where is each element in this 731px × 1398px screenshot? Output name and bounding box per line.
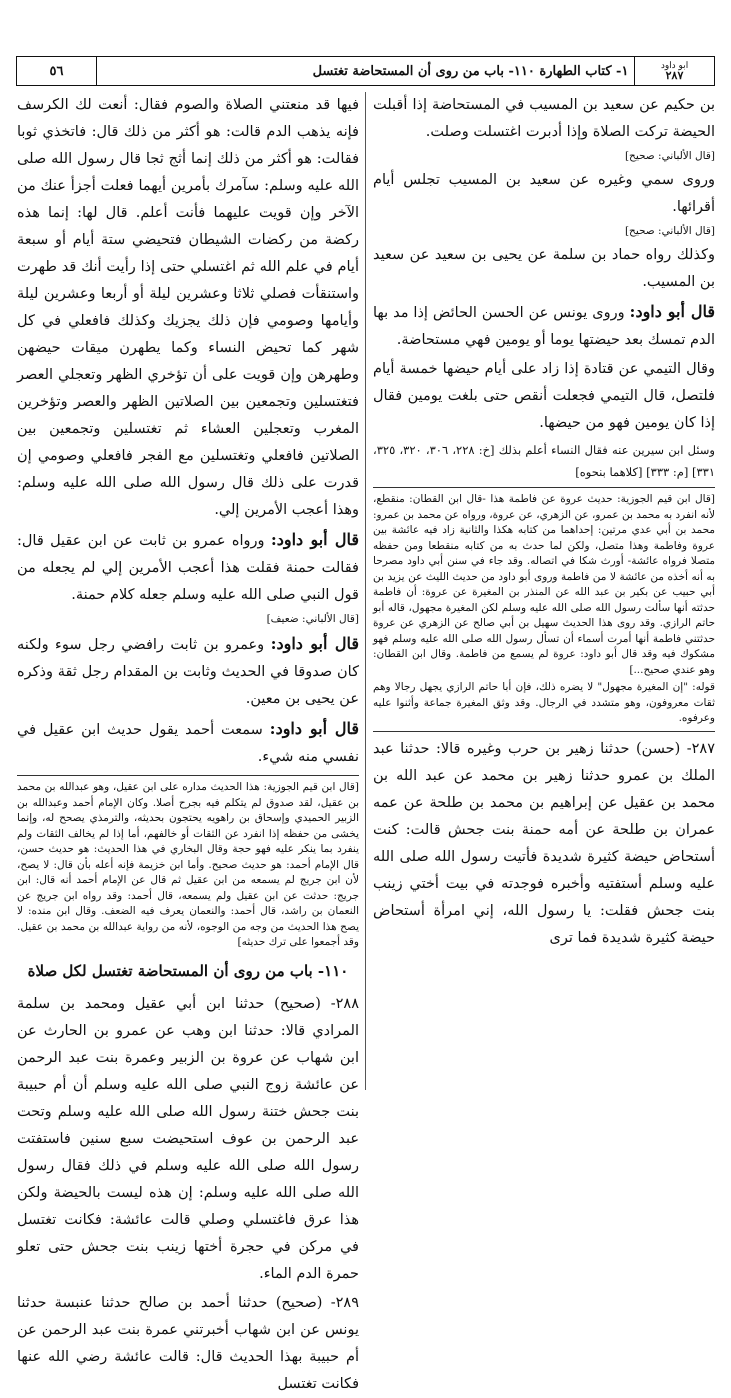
header-author: ابو داود — [660, 61, 689, 71]
abu-dawud-lead: قال أبو داود: — [270, 634, 360, 653]
paragraph — [17, 526, 359, 609]
paragraph-with-refs: وسئل ابن سيرين عنه فقال النساء أعلم بذلك [خ: ٢٢٨، ٣٠٦، ٣٢٠، ٣٢٥، ٣٣١] [م: ٣٣٣] [كلاهما بنحوه] — [373, 443, 715, 479]
right-column — [373, 92, 715, 1090]
paragraph: وروى سمي وغيره عن سعيد بن المسيب تجلس أيام أقرائها. — [373, 172, 715, 215]
paragraph — [17, 630, 359, 713]
paragraph-text: وروى يونس عن الحسن الحائض إذا مد بها الدم تمسك بعد حيضتها يوما أو يومين فهي مستحاضة. — [373, 305, 715, 348]
paragraph-text: ورواه عمرو بن ثابت عن ابن عقيل قال: فقالت حمنة فقلت هذا أعجب الأمرين إلي لم يجعله من قول النبي صلى الله عليه وسلم جعله كلام حمنة. — [17, 533, 359, 603]
header-sequence-box — [17, 57, 97, 85]
abu-dawud-lead: قال أبو داود: — [629, 302, 715, 321]
paragraph-text: وعمرو بن ثابت رافضي رجل سوء ولكنه كان صدوقا في الحديث وثابت بن المقدام رجل ثقة وذكره عن يحيى بن معين. — [17, 637, 359, 707]
hadith-289: ٢٨٩- (صحيح) حدثنا أحمد بن صالح حدثنا عنبسة حدثنا يونس عن ابن شهاب أخبرتني عمرة بنت عبد الرحمن عن أم حبيبة بهذا الحديث قال: قالت عائشة رضي الله عنها فكانت تغتسل — [17, 1294, 359, 1392]
commentary-note: [قال ابن قيم الجوزية: هذا الحديث مداره على ابن عقيل، وهو عبدالله بن محمد بن عقيل، لقد صدوق لم يتكلم فيه بجرح أصلا. وكان الإمام أحمد وعبدالله بن الزبير الحميدي وإسحاق بن راهويه يحتجون بحديثه، والترمذي يصحح له، وإنما يخشى من حفظه إذا انفرد عن الثقات أو خالفهم، أما إذا لم يخالف الثقات ولم ينفرد بما ينكر عليه فهو حجة وقال البخاري في هذا الحديث: هو حديث حسن، قال الإمام أحمد: هو حديث صحيح. وأما ابن خزيمة فإنه أعله بأن قال: لا يصح، لأن ابن جريج لم يسمعه من ابن عقيل ثم قال عن الإمام أحمد أنه قال: ابن جريج: حدثت عن ابن عقيل ولم يسمعه، قال أحمد: وقد رواه ابن جريج عن النعمان بن راشد، قال أحمد: والنعمان يعرف فيه الضعف. وقال ابن منده: لا يصح هذا الحديث من وجه من الوجوه، لأنه من رواية عبدالله بن محمد بن عقيل. وقد أجمعوا على ترك حديثه] — [17, 781, 359, 948]
paragraph-text: سمعت أحمد يقول حديث ابن عقيل في نفسي منه شيء. — [17, 722, 359, 765]
chapter-heading: ١١٠- باب من روى أن المستحاضة تغتسل لكل صلاة — [27, 961, 349, 980]
header-chapter-title — [307, 57, 634, 85]
header-chapter-text: ١- كتاب الطهارة ١١٠- باب من روى أن المستحاضة تغتسل — [312, 63, 629, 79]
header-page-number: ٢٨٧ — [665, 69, 684, 82]
separator — [373, 487, 715, 488]
grading-note: [قال الألباني: صحيح] — [624, 225, 715, 237]
grading-note: [قال الألباني: صحيح] — [624, 150, 715, 162]
page-header — [16, 56, 715, 86]
header-author-box — [634, 57, 714, 85]
grading-note: [قال الألباني: ضعيف] — [266, 613, 359, 625]
paragraph: وقال التيمي عن قتادة إذا زاد على أيام حيضها خمسة أيام فلتصل، قال التيمي فجعلت أنقص حتى بلغت يومين فقال إذا كان يومين فهو من حيضها. — [373, 361, 715, 431]
separator — [17, 775, 359, 776]
header-spacer — [97, 57, 307, 85]
header-sequence-number: ٥٦ — [49, 63, 64, 79]
separator — [373, 731, 715, 732]
paragraph — [17, 715, 359, 771]
paragraph: بن حكيم عن سعيد بن المسيب في المستحاضة إذا أقبلت الحيضة تركت الصلاة وإذا أدبرت اغتسلت وصلت. — [373, 97, 715, 140]
commentary-note: قوله: "إن المغيرة مجهول" لا يضره ذلك، فإن أبا حاتم الرازي يجهل رجالا وهم ثقات معروفون، وهو متشدد في الرجال. وقد وثق المغيرة جماعة وأثنوا عليه وعرفوه. — [373, 681, 715, 724]
left-column — [17, 92, 360, 1392]
commentary-note: [قال ابن قيم الجوزية: حديث عروة عن فاطمة هذا -قال ابن القطان: منقطع، لأنه انفرد به محمد بن عمرو، عن الزهري، عن عروة، ورواه عن محمد بن عمرو: محمد بن أبي عدي مرتين: إحداهما من كتابه هكذا والثانية زاد فيه عائشة بين عروة وفاطمة وهذا متصل، ولكن لما حدث به من كتابه منقطعا ومن حفظه متصلا فرواه عائشة- أورث شكا في اتصاله. وقد جاء في سنن أبي داود مصرحا به أنه أخذه من عائشة لا من فاطمة وروى أبو داود من حديث الليث عن يزيد بن أبي حبيب عن بكير بن عبد الله عن المنذر بن المغيرة عن عروة: أن فاطمة حدثته أنها سألت رسول الله صلى الله عليه وسلم لكن المغيرة مجهول، قاله أبو حاتم الرازي. وقد روى هذا الحديث سهيل بن أبي صالح عن الزهري عن عروة حدثتني فاطمة أنها أمرت أسماء أن تسأل رسول الله صلى الله عليه وسلم فهو مشكوك فيه وقد قال أبو داود: عروة لم يسمع من فاطمة. وقال ابن القطان: وهو عندي صحيح...] — [373, 493, 715, 676]
abu-dawud-lead: قال أبو داود: — [270, 530, 360, 549]
hadith-287: ٢٨٧- (حسن) حدثنا زهير بن حرب وغيره قالا: حدثنا عبد الملك بن عمرو حدثنا زهير بن محمد عن عبد الله بن محمد بن عقيل عن إبراهيم بن محمد بن طلحة عن عمه عمران بن طلحة عن أمه حمنة بنت جحش قالت: كنت أستحاض حيضة كثيرة شديدة فأتيت رسول الله صلى الله عليه وسلم أستفتيه وأخبره فوجدته في بيت أختي زينب بنت جحش فقلت: يا رسول الله، إني امرأة أستحاض حيضة كثيرة شديدة فما ترى — [373, 740, 715, 946]
abu-dawud-lead: قال أبو داود: — [269, 719, 360, 738]
paragraph: فيها قد منعتني الصلاة والصوم فقال: أنعت لك الكرسف فإنه يذهب الدم قالت: هو أكثر من ذلك قال: فاتخذي ثوبا فقالت: هو أكثر من ذلك إنما أثج ثجا قال رسول الله صلى الله عليه وسلم: سآمرك بأمرين أيهما فعلت أجزأ عنك من الآخر وإن قويت عليهما فأنت أعلم. قال لها: إنما هذه ركضة من ركضات الشيطان فتحيضي ستة أيام أو سبعة أيام في علم الله ثم اغتسلي حتى إذا رأيت أنك قد طهرت واستنقأت فصلي ثلاثا وعشرين ليلة أو أربعا وعشرين ليلة وأيامها وصومي فإن ذلك يجزيك وكذلك فافعلي في كل شهر كما تحيض النساء وكما يطهرن ميقات حيضهن وطهرهن وإن قويت على أن تؤخري الظهر وتعجلي العصر فتغتسلين وتجمعين بين الصلاتين الظهر والعصر وتؤخرين المغرب وتعجلين العشاء ثم تغتسلين وتجمعين بين الصلاتين فافعلي وتغتسلين مع الفجر فافعلي وصومي إن قدرت على ذلك قال رسول الله صلى الله عليه وسلم: وهذا أعجب الأمرين إلي. — [17, 97, 359, 518]
column-divider — [365, 92, 366, 1090]
paragraph — [373, 298, 715, 354]
hadith-288: ٢٨٨- (صحيح) حدثنا ابن أبي عقيل ومحمد بن سلمة المرادي قالا: حدثنا ابن وهب عن عمرو بن الحارث عن ابن شهاب عن عروة بن الزبير وعمرة بنت عبد الرحمن عن عائشة زوج النبي صلى الله عليه وسلم أن أم حبيبة بنت جحش ختنة رسول الله صلى الله عليه وسلم وتحت عبد الرحمن بن عوف استحيضت سبع سنين فاستفتت رسول الله صلى الله عليه وسلم في ذلك فقال رسول الله صلى الله عليه وسلم: إن هذه ليست بالحيضة ولكن هذا عرق فاغتسلي وصلي قالت عائشة: فكانت تغتسل في مركن في حجرة أختها زينب بنت جحش حتى تعلو حمرة الدم الماء. — [17, 995, 359, 1282]
paragraph: وكذلك رواه حماد بن سلمة عن يحيى بن سعيد عن سعيد بن المسيب. — [373, 247, 715, 290]
